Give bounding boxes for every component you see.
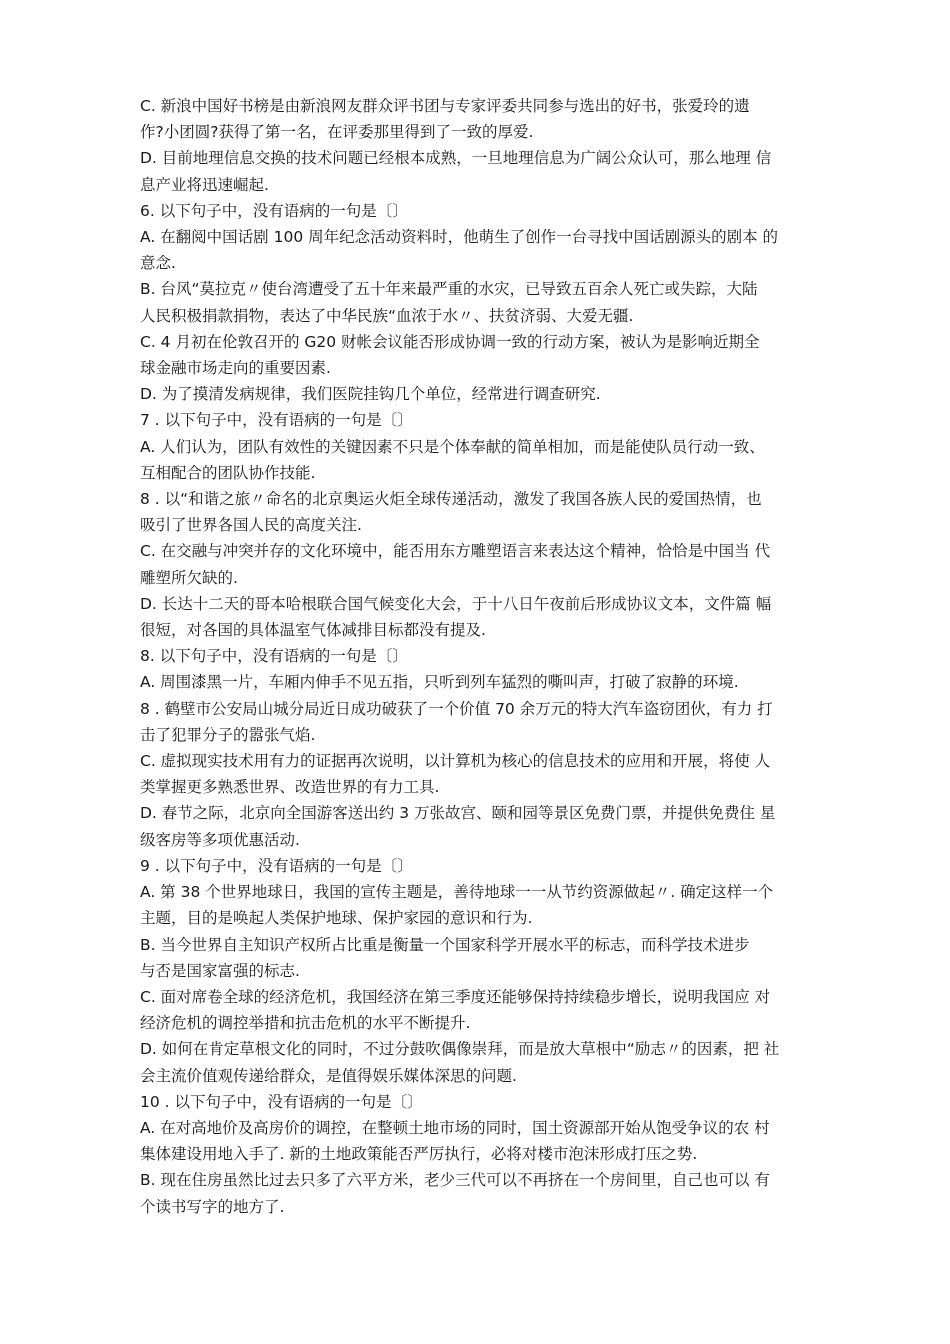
text-line: 8 . 以“和谐之旅〃命名的北京奥运火炬全球传递活动，激发了我国各族人民的爱国热情，也 bbox=[140, 490, 762, 509]
text-line: 主题，目的是唤起人类保护地球、保护家园的意识和行为. bbox=[140, 909, 533, 928]
text-line: C. 新浪中国好书榜是由新浪网友群众评书团与专家评委共同参与选出的好书，张爱玲的遗 bbox=[140, 97, 750, 115]
text-line: B. 现在住房虽然比过去只多了六平方米，老少三代可以不再挤在一个房间里，自己也可以 有 bbox=[140, 1171, 770, 1190]
text-line: A. 在翻阅中国话剧 100 周年纪念活动资料时，他萌生了创作一台寻找中国话剧源头的剧本 的 bbox=[140, 228, 779, 247]
document-body bbox=[140, 93, 822, 1220]
text-line: 10 . 以下句子中，没有语病的一句是〔〕 bbox=[140, 1092, 423, 1111]
text-line: 集体建设用地入手了. 新的土地政策能否严厉执行，必将对楼市泡沫形成打压之势. bbox=[140, 1145, 698, 1164]
text-line: 8 . 鹤壁市公安局山城分局近日成功破获了一个价值 70 余万元的特大汽车盗窃团伙，有力 打 bbox=[140, 699, 773, 718]
text-line: 很短，对各国的具体温室气体减排目标都没有提及. bbox=[140, 621, 486, 640]
text-line: C. 4 月初在伦敦召开的 G20 财帐会议能否形成协调一致的行动方案，被认为是影响近期全 bbox=[140, 332, 760, 351]
text-line: 互相配合的团队协作技能. bbox=[140, 463, 316, 482]
text-line: 球金融市场走向的重要因素. bbox=[140, 359, 331, 378]
text-line: D. 如何在肯定草根文化的同时，不过分鼓吹偶像崇拜，而是放大草根中“励志〃的因素，把 社 bbox=[140, 1040, 780, 1059]
text-line: 个读书写字的地方了. bbox=[140, 1197, 285, 1216]
text-line: 会主流价值观传递给群众，是值得娱乐媒体深思的问题. bbox=[140, 1066, 517, 1085]
text-line: 8. 以下句子中，没有语病的一句是〔〕 bbox=[140, 647, 408, 666]
text-line: D. 长达十二天的哥本哈根联合国气候变化大会，于十八日午夜前后形成协议文本，文件篇 幅 bbox=[140, 594, 772, 613]
text-line: C. 虚拟现实技术用有力的证据再次说明，以计算机为核心的信息技术的应用和开展，将使 人 bbox=[140, 752, 771, 771]
text-line: 类掌握更多熟悉世界、改造世界的有力工具. bbox=[140, 778, 440, 797]
text-line: 人民积极捐款捐物，表达了中华民族“血浓于水〃、扶贫济弱、大爱无疆. bbox=[140, 306, 634, 325]
text-line: D. 为了摸清发病规律，我们医院挂钩几个单位，经常进行调查研究. bbox=[140, 385, 601, 404]
text-line: D. 目前地理信息交换的技术问题已经根本成熟，一旦地理信息为广阔公众认可，那么地理 信 bbox=[140, 149, 772, 168]
text-line: 6. 以下句子中，没有语病的一句是〔〕 bbox=[140, 201, 408, 220]
text-line: C. 在交融与冲突并存的文化环境中，能否用东方雕塑语言来表达这个精神，恰恰是中国当 代 bbox=[140, 542, 771, 561]
text-line: A. 在对高地价及高房价的调控，在整顿土地市场的同时，国土资源部开始从饱受争议的农 村 bbox=[140, 1118, 770, 1137]
text-line: C. 面对席卷全球的经济危机，我国经济在第三季度还能够保持持续稳步增长，说明我国应 对 bbox=[140, 987, 771, 1006]
text-line: 与否是国家富强的标志. bbox=[140, 961, 300, 980]
text-line: 息产业将迅速崛起. bbox=[140, 175, 269, 194]
text-line: 击了犯罪分子的嚣张气焰. bbox=[140, 725, 316, 744]
text-line: 级客房等多项优惠活动. bbox=[140, 830, 300, 849]
text-line: 雕塑所欠缺的. bbox=[140, 568, 238, 587]
text-line: 意念. bbox=[140, 254, 176, 273]
text-line: 作?小团圆?获得了第一名，在评委那里得到了一致的厚爱. bbox=[140, 123, 534, 142]
text-line: 9 . 以下句子中，没有语病的一句是〔〕 bbox=[140, 856, 413, 875]
text-line: A. 人们认为，团队有效性的关键因素不只是个体奉献的简单相加，而是能使队员行动一致、 bbox=[140, 437, 765, 456]
text-line: 经济危机的调控举措和抗击危机的水平不断提升. bbox=[140, 1014, 471, 1033]
text-line: D. 春节之际，北京向全国游客送出约 3 万张故宫、颐和园等景区免费门票，并提供免费住 星 bbox=[140, 804, 776, 823]
text-line: 7 . 以下句子中，没有语病的一句是〔〕 bbox=[140, 411, 413, 430]
text-line: A. 周围漆黑一片，车厢内伸手不见五指，只听到列车猛烈的嘶叫声，打破了寂静的环境. bbox=[140, 673, 739, 692]
text-line: A. 第 38 个世界地球日，我国的宣传主题是，善待地球一一从节约资源做起〃. 确定这样一个 bbox=[140, 883, 774, 902]
text-line: B. 台风“莫拉克〃使台湾遭受了五十年来最严重的水灾，已导致五百余人死亡或失踪，大陆 bbox=[140, 280, 758, 299]
text-line: 吸引了世界各国人民的高度关注. bbox=[140, 516, 362, 535]
text-line: B. 当今世界自主知识产权所占比重是衡量一个国家科学开展水平的标志，而科学技术进步 bbox=[140, 935, 750, 954]
